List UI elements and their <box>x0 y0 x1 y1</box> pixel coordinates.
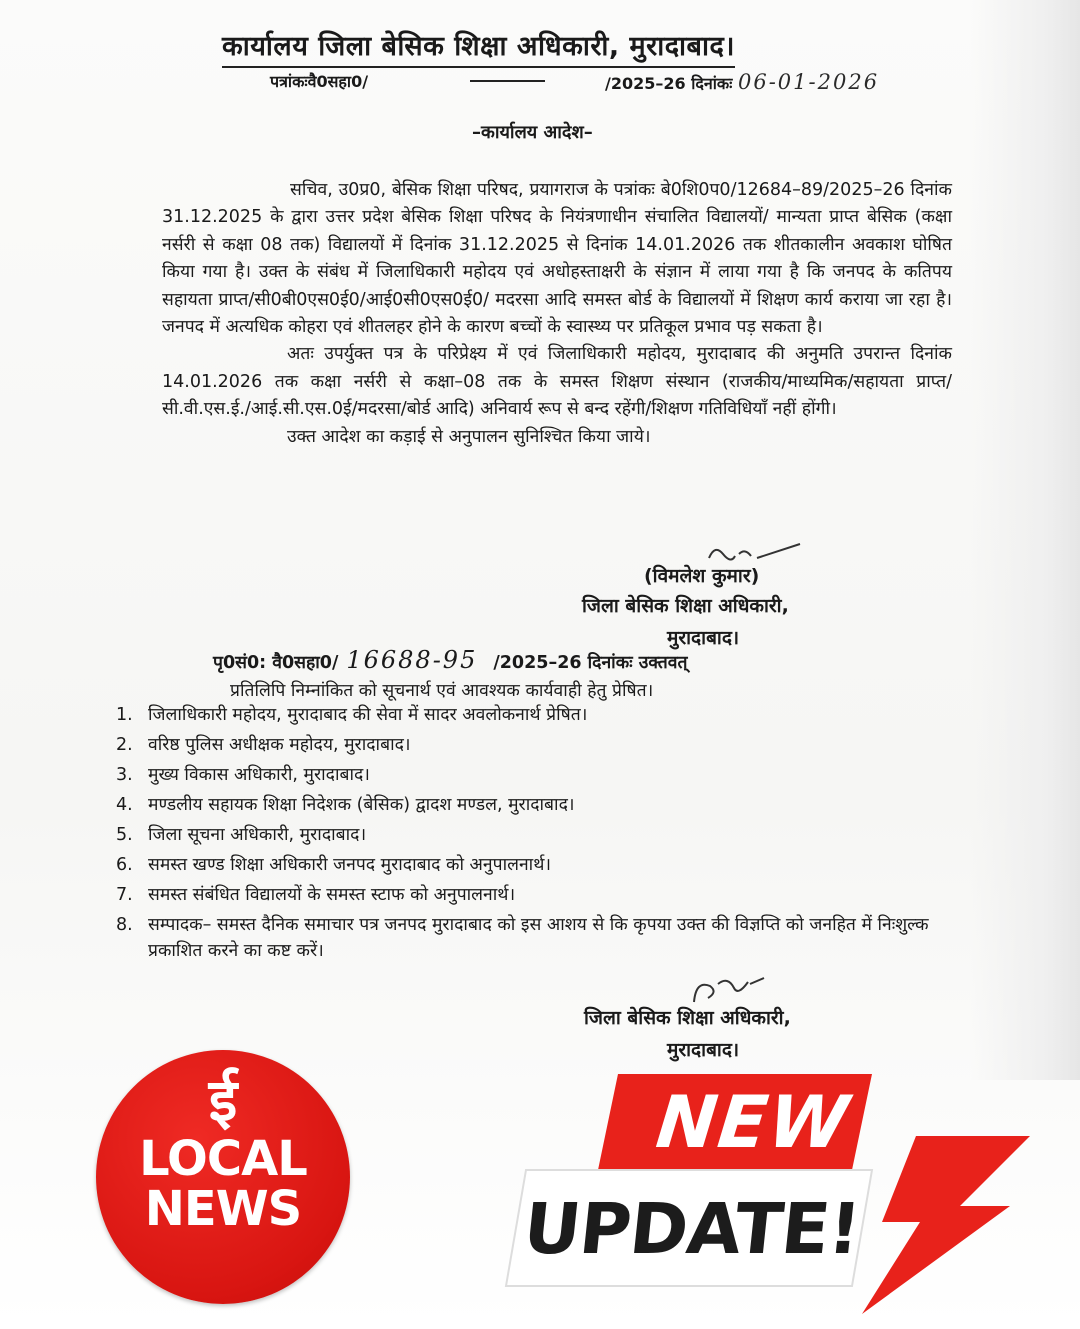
page-edge-shadow <box>970 0 1080 1080</box>
local-news-logo <box>96 1050 350 1304</box>
list-item: 6. समस्त खण्ड शिक्षा अधिकारी जनपद मुरादाबाद को अनुपालनार्थ। <box>116 855 552 875</box>
paragraph-3: उक्त आदेश का कड़ाई से अनुपालन सुनिश्चित किया जाये। <box>287 426 651 447</box>
new-update-badge <box>490 1066 1050 1326</box>
list-item: 3. मुख्य विकास अधिकारी, मुरादाबाद। <box>116 765 370 785</box>
logo-word-news: NEWS <box>144 1181 302 1237</box>
copy-ref-suffix: /2025–26 दिनांकः उक्तवत् <box>493 653 688 673</box>
order-body <box>162 177 952 451</box>
logo-word-local: LOCAL <box>139 1131 307 1187</box>
letter-reference: पत्रांकःवै0सहा0/ <box>270 72 369 91</box>
copy-reference <box>213 646 687 674</box>
list-item: 8. सम्पादक– समस्त दैनिक समाचार पत्र जनपद मुरादाबाद को इस आशय से कि कृपया उक्त की विज्ञप्ति को जनहित में निःशुल्क प्रकाशित करने का कष्ट करें। <box>116 915 929 961</box>
letter-date <box>605 70 879 94</box>
order-subject: –कार्यालय आदेश– <box>472 122 593 143</box>
distribution-list <box>116 700 946 964</box>
signatory-place-2: मुरादाबाद। <box>667 1039 740 1061</box>
list-item: 5. जिला सूचना अधिकारी, मुरादाबाद। <box>116 825 367 845</box>
handwritten-date: 06-01-2026 <box>737 70 880 94</box>
signatory-name: (विमलेश कुमार) <box>644 565 760 587</box>
list-item: 2. वरिष्ठ पुलिस अधीक्षक महोदय, मुरादाबाद। <box>116 735 411 755</box>
office-title: कार्यालय जिला बेसिक शिक्षा अधिकारी, मुरादाबाद। <box>222 26 735 68</box>
signatory-place: मुरादाबाद। <box>667 627 740 649</box>
list-item: 1. जिलाधिकारी महोदय, मुरादाबाद की सेवा में सादर अवलोकनार्थ प्रेषित। <box>116 705 588 725</box>
reference-blank-line <box>470 70 545 82</box>
badge-update-text: UPDATE! <box>519 1188 864 1270</box>
paragraph-2: अतः उपर्युक्त पत्र के परिप्रेक्ष्य में एवं जिलाधिकारी महोदय, मुरादाबाद की अनुमति उपरान्त दिनांक 14.01.2026 तक कक्षा नर्सरी से कक्षा–08 तक के समस्त शिक्षण संस्थान (राजकीय/माध्यमिक/सहायता प्राप्त/सी.वी.एस.ई./आई.सी.एस.0ई/मदरसा/बोर्ड आदि) अनिवार्य रूप से बन्द रहेंगी/शिक्षण गतिविधियाँ नहीं होंगी। <box>162 344 952 420</box>
signatory-title-2: जिला बेसिक शिक्षा अधिकारी, <box>584 1007 791 1029</box>
letter-date-label: /2025–26 दिनांकः <box>605 74 733 93</box>
logo-glyph: ई <box>208 1066 238 1134</box>
signatory-title: जिला बेसिक शिक्षा अधिकारी, <box>582 595 789 617</box>
paragraph-1: सचिव, उ0प्र0, बेसिक शिक्षा परिषद, प्रयागराज के पत्रांकः बे0शि0प0/12684–89/2025–26 दिनांक 31.12.2025 के द्वारा उत्तर प्रदेश बेसिक शिक्षा परिषद के नियंत्रणाधीन संचालित विद्यालयों/ मान्यता प्राप्त बेसिक (कक्षा नर्सरी से कक्षा 08 तक) विद्यालयों में दिनांक 31.12.2025 से दिनांक 14.01.2026 तक शीतकालीन अवकाश घोषित किया गया है। उक्त के संबंध में जिलाधिकारी महोदय एवं अधोहस्ताक्षरी के संज्ञान में लाया गया है कि जनपद के कतिपय सहायता प्राप्त/सी0बी0एस0ई0/आई0सी0एस0ई0/ मदरसा आदि समस्त बोर्ड के विद्यालयों में शिक्षण कार्य कराया जा रहा है। जनपद में अत्यधिक कोहरा एवं शीतलहर होने के कारण बच्चों के स्वास्थ्य पर प्रतिकूल प्रभाव पड़ सकता है। <box>162 180 952 338</box>
handwritten-ref-number: 16688-95 <box>346 646 478 674</box>
list-item: 7. समस्त संबंधित विद्यालयों के समस्त स्टाफ को अनुपालनार्थ। <box>116 885 516 905</box>
copy-intro: प्रतिलिपि निम्नांकित को सूचनार्थ एवं आवश्यक कार्यवाही हेतु प्रेषित। <box>230 681 654 701</box>
copy-ref-prefix: पृ0सं0: वै0सहा0/ <box>213 653 339 673</box>
list-item: 4. मण्डलीय सहायक शिक्षा निदेशक (बेसिक) द्वादश मण्डल, मुरादाबाद। <box>116 795 575 815</box>
badge-new-text: NEW <box>652 1080 854 1164</box>
